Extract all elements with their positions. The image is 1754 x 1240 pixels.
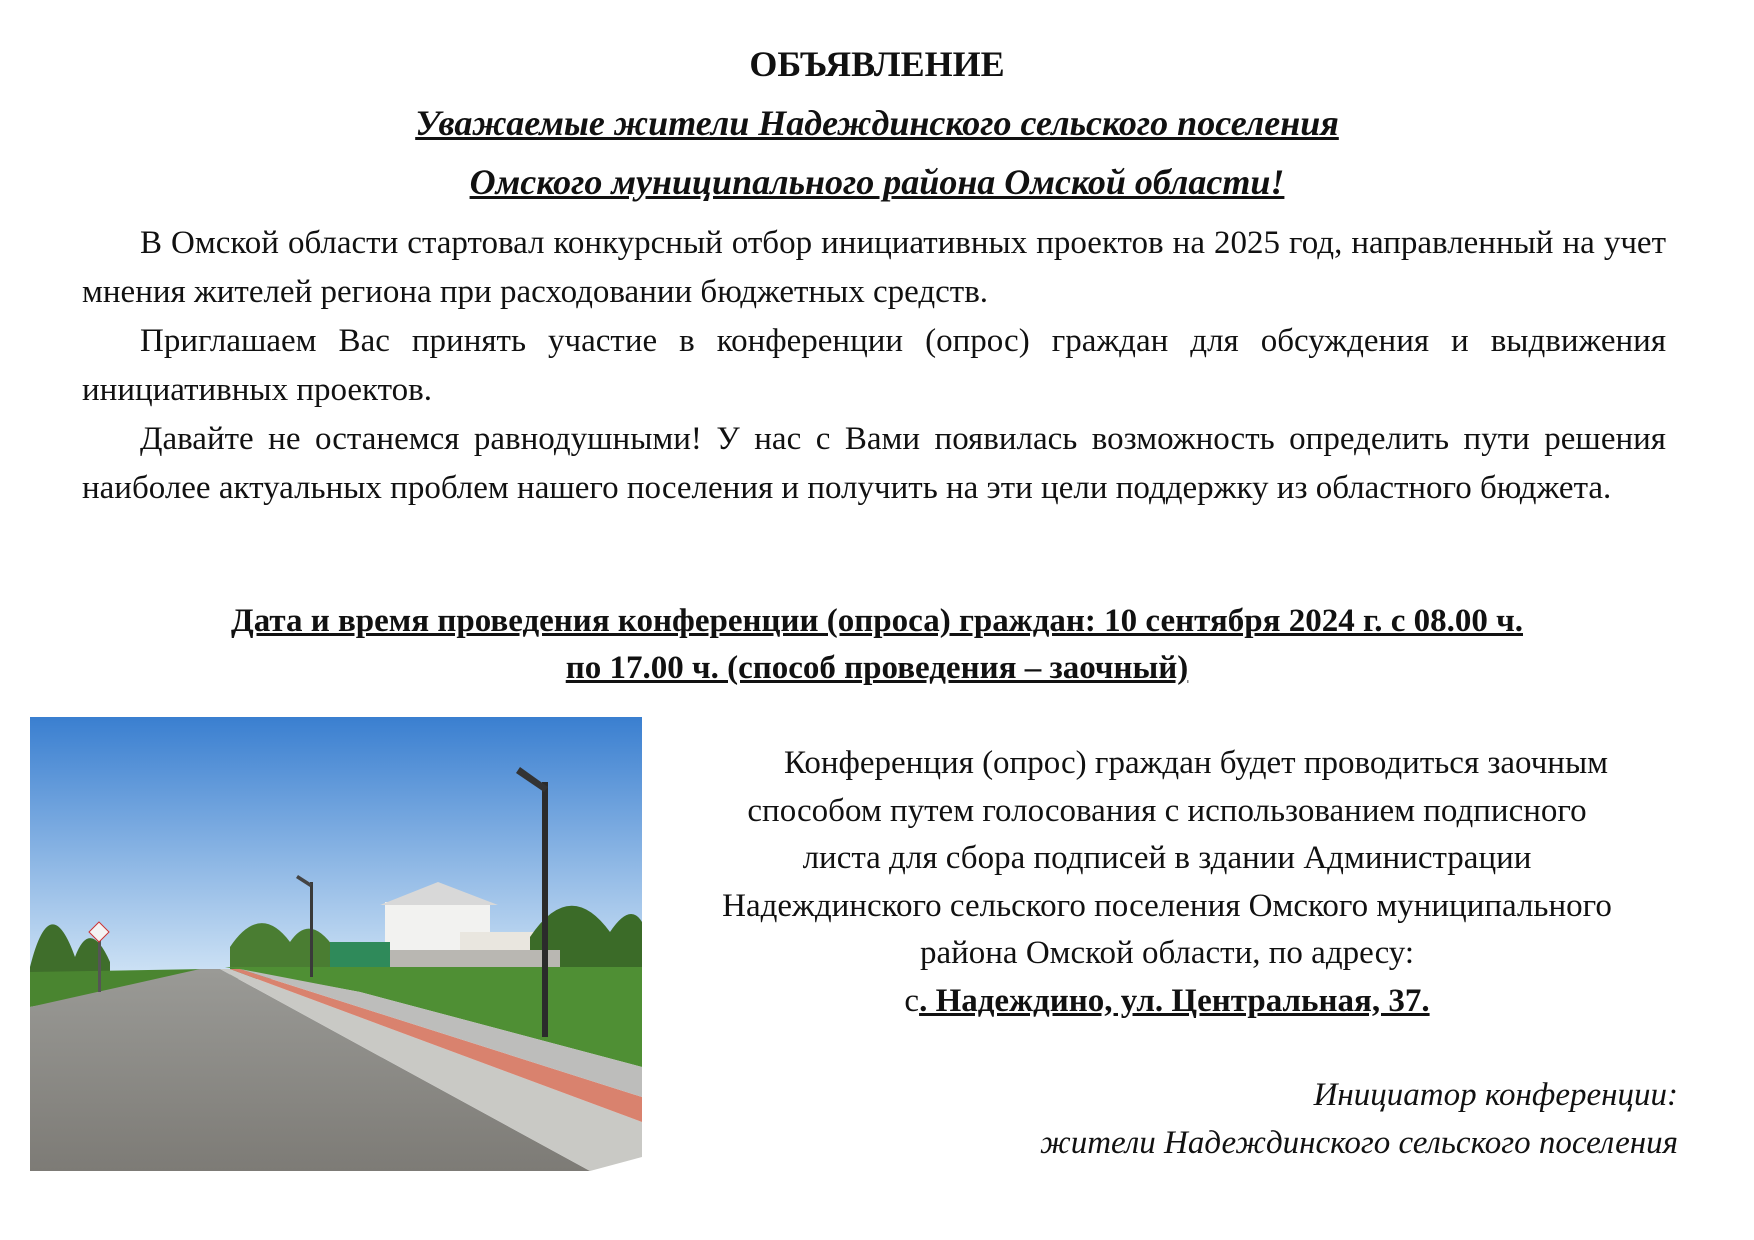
initiator-name: жители Надеждинского сельского поселения [1040, 1125, 1678, 1161]
conference-description [652, 740, 1682, 1025]
conference-date-line-2: по 17.00 ч. (способ проведения – заочный) [565, 650, 1189, 686]
lamp-post-near [542, 782, 548, 1037]
conference-date-block [0, 598, 1754, 692]
lamp-post-far [310, 882, 313, 977]
conference-line: Конференция (опрос) граждан будет проводиться заочным [783, 745, 1609, 781]
address-main: . Надеждино, ул. Центральная, 37. [919, 982, 1430, 1019]
conference-line: района Омской области, по адресу: [919, 935, 1415, 971]
address-prefix: с [904, 982, 920, 1019]
initiator-label: Инициатор конференции: [1313, 1077, 1678, 1113]
street-photo [30, 717, 642, 1171]
street-photo-drawing [30, 717, 642, 1171]
conference-line: способом путем голосования с использованием подписного [747, 792, 1587, 829]
conference-date-line-1: Дата и время проведения конференции (опроса) граждан: 10 сентября 2024 г. с 08.00 ч. [231, 603, 1523, 639]
announcement-title: ОБЪЯВЛЕНИЕ [749, 44, 1005, 84]
greeting-line-1: Уважаемые жители Надеждинского сельского поселения [415, 103, 1339, 143]
conference-line: Надеждинского сельского поселения Омского муниципального [722, 887, 1612, 924]
sign-pole [98, 937, 101, 992]
paragraph-contest: В Омской области стартовал конкурсный отбор инициативных проектов на 2025 год, направленный на учет мнения жителей региона при расходовании бюджетных средств. [82, 225, 1666, 310]
greeting-line-2: Омского муниципального района Омской области! [469, 162, 1285, 202]
announcement-body [82, 219, 1666, 513]
initiator-block [678, 1071, 1678, 1167]
conference-line: листа для сбора подписей в здании Администрации [802, 840, 1532, 876]
paragraph-appeal: Давайте не останемся равнодушными! У нас с Вами появилась возможность определить пути решения наиболее актуальных проблем нашего поселения и получить на эти цели поддержку из областного бюджета. [82, 421, 1666, 506]
conference-address [652, 978, 1682, 1026]
paragraph-invitation: Приглашаем Вас принять участие в конференции (опрос) граждан для обсуждения и выдвижения инициативных проектов. [82, 323, 1666, 408]
